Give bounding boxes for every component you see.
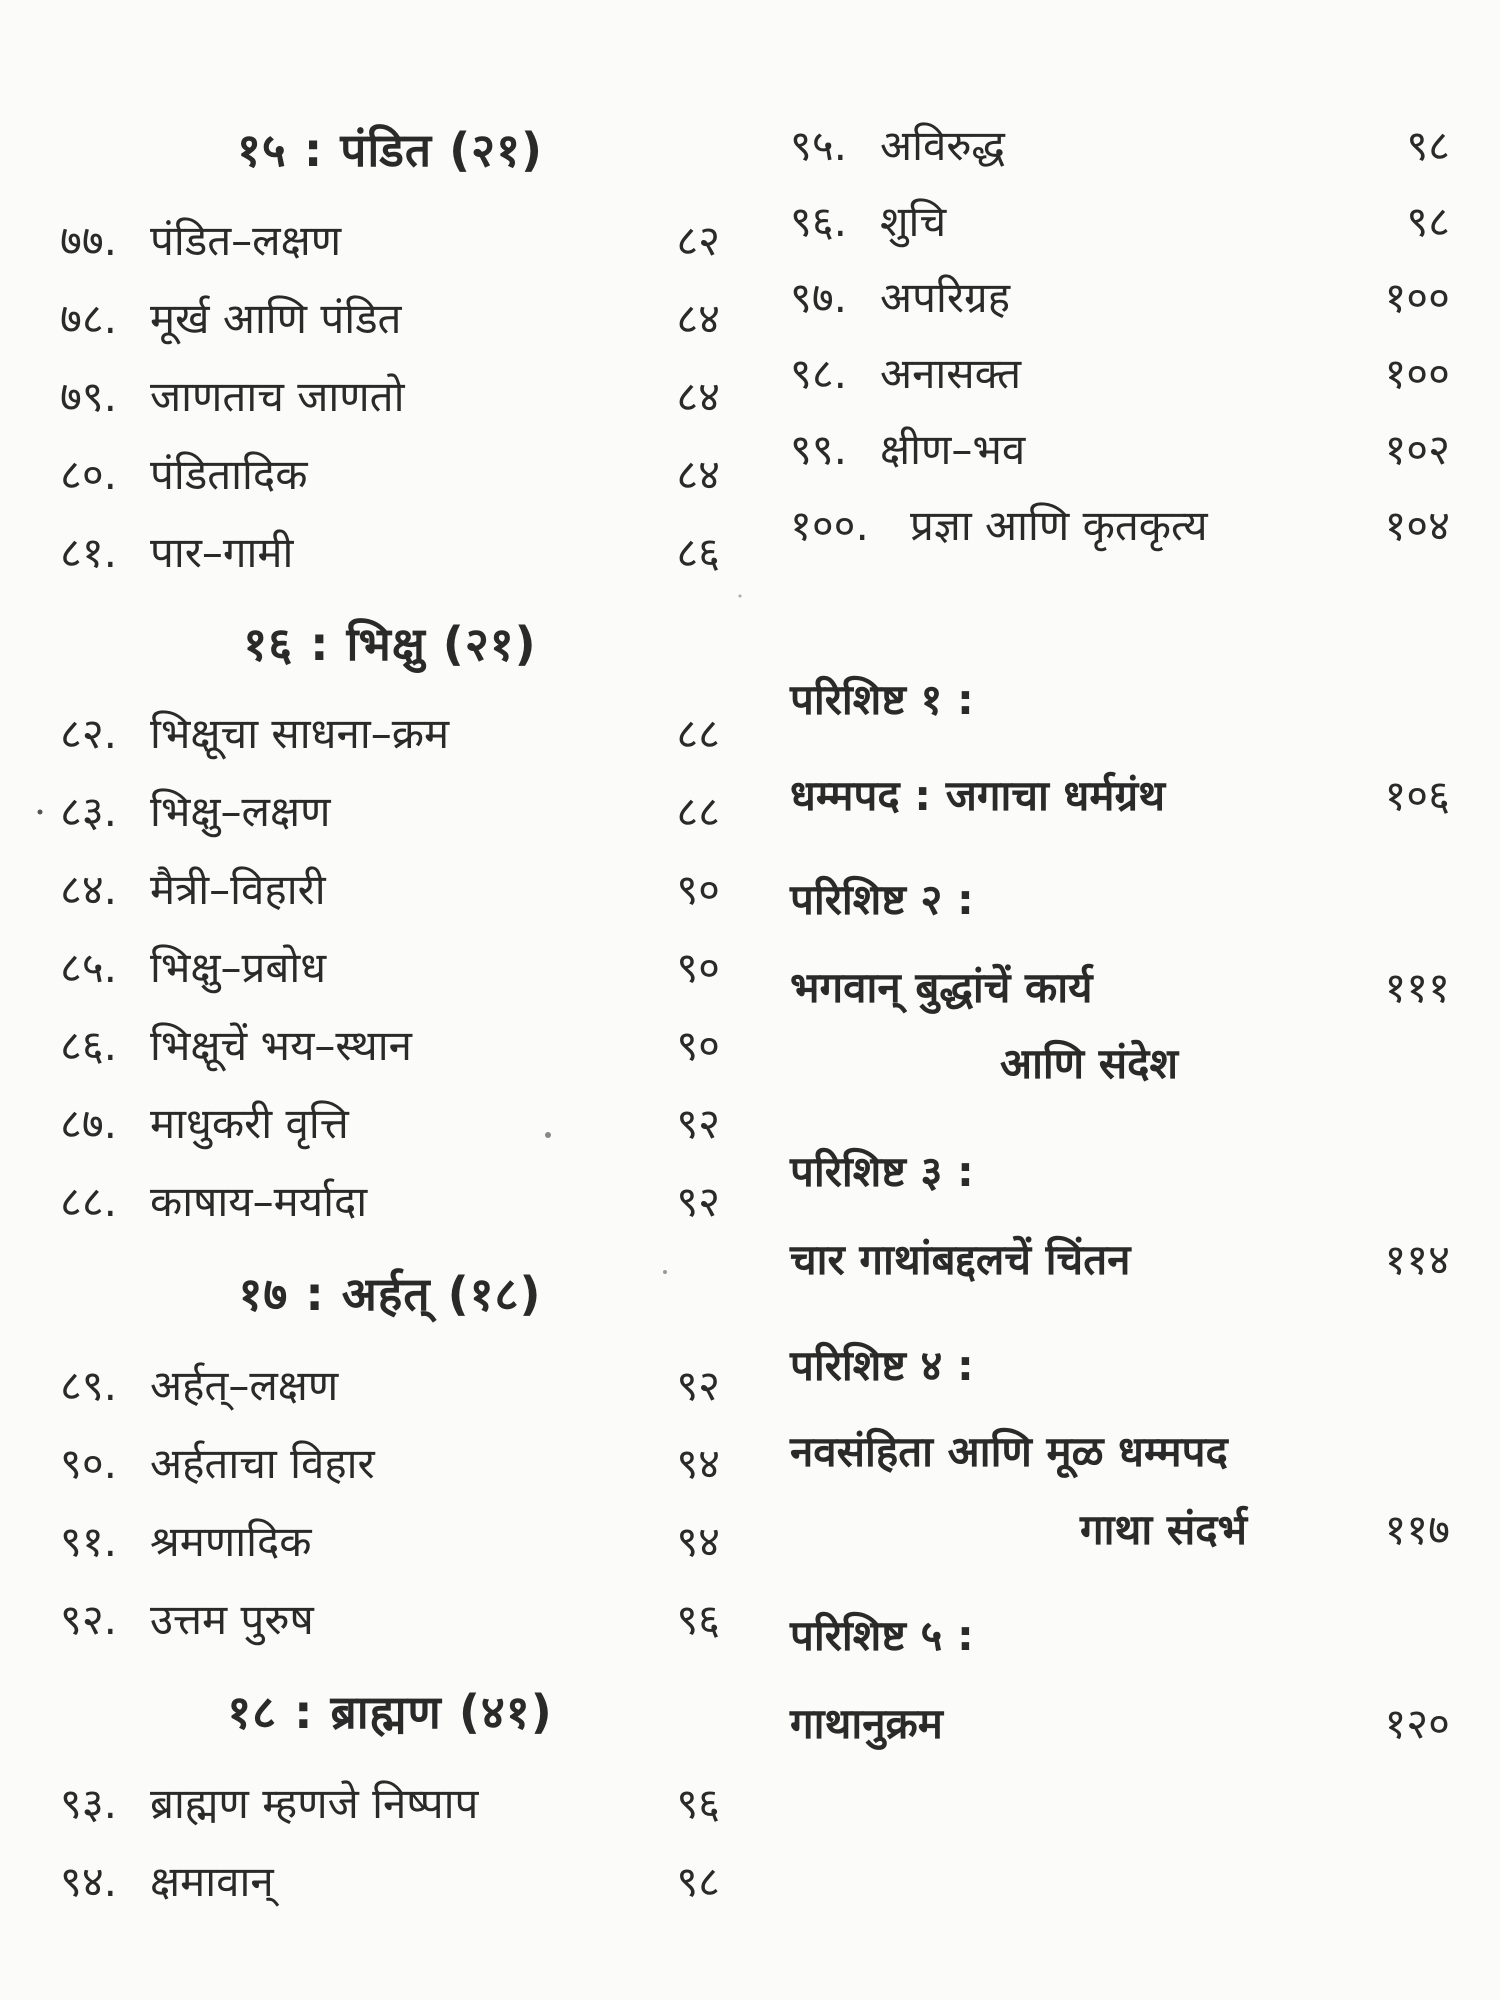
entry-title: भिक्षु–प्रबोध — [150, 943, 327, 992]
toc-entry — [60, 525, 720, 581]
entry-page-number: ९० — [676, 1021, 720, 1070]
entry-number: ९६. — [790, 197, 848, 246]
entry-number: ८७. — [60, 1099, 118, 1148]
entry-number: ८४. — [60, 865, 118, 914]
toc-entry — [60, 706, 720, 762]
appendix-entry — [790, 1502, 1450, 1558]
appendix-label: परिशिष्ट ३ : — [790, 1147, 974, 1196]
entry-title: प्रज्ञा आणि कृतकृत्य — [910, 501, 1208, 550]
entry-title: काषाय–मर्यादा — [150, 1177, 368, 1226]
entry-page-number: ९० — [676, 865, 720, 914]
toc-entry — [60, 1018, 720, 1074]
entry-number: ९३. — [60, 1779, 118, 1828]
toc-entry — [60, 1096, 720, 1152]
entry-page-number: ८२ — [676, 216, 720, 265]
entry-number: ९७. — [790, 273, 848, 322]
section-heading-17: १७ : अर्हत् (१८) — [238, 1267, 542, 1321]
entry-page-number: ९० — [676, 943, 720, 992]
entry-page-number: ८८ — [676, 709, 720, 758]
entry-title: मूर्ख आणि पंडित — [150, 294, 402, 343]
section-heading-16: १६ : भिक्षु (२१) — [243, 617, 537, 671]
entry-number: ९९. — [790, 425, 848, 474]
entry-page-number: १०४ — [1384, 501, 1450, 550]
entry-number: ८६. — [60, 1021, 118, 1070]
entry-title: अविरुद्ध — [880, 121, 1005, 170]
entry-title: भिक्षु–लक्षण — [150, 787, 331, 836]
entry-title: अपरिग्रह — [880, 273, 1010, 322]
entry-title: अर्हत्–लक्षण — [150, 1361, 339, 1410]
entry-number: १००. — [790, 501, 869, 550]
toc-entry — [60, 940, 720, 996]
entry-page-number: ९२ — [676, 1177, 720, 1226]
entry-page-number: ९६ — [676, 1779, 720, 1828]
toc-entry — [790, 270, 1450, 326]
entry-title: पंडितादिक — [150, 450, 308, 499]
appendix-label: परिशिष्ट ५ : — [790, 1611, 974, 1660]
appendix-title: गाथानुक्रम — [790, 1699, 943, 1748]
entry-page-number: ९८ — [1406, 197, 1450, 246]
entry-number: ९१. — [60, 1517, 118, 1566]
entry-page-number: ११७ — [1384, 1505, 1450, 1554]
toc-entry — [790, 346, 1450, 402]
entry-page-number: ८८ — [676, 787, 720, 836]
entry-number: ८३. — [60, 787, 118, 836]
toc-entry — [60, 291, 720, 347]
entry-page-number: १११ — [1384, 963, 1450, 1012]
appendix-entry — [790, 960, 1450, 1016]
section-heading-18: १८ : ब्राह्मण (४१) — [227, 1685, 553, 1739]
toc-entry — [60, 1174, 720, 1230]
entry-number: ९२. — [60, 1595, 118, 1644]
toc-entry — [60, 1776, 720, 1832]
appendix-entry — [790, 1696, 1450, 1752]
appendix-title-continuation: आणि संदेश — [1000, 1039, 1179, 1088]
entry-title: माधुकरी वृत्ति — [150, 1099, 349, 1148]
entry-page-number: ८४ — [676, 450, 720, 499]
entry-number: ९४. — [60, 1857, 118, 1906]
toc-entry — [790, 194, 1450, 250]
entry-page-number: ९८ — [676, 1857, 720, 1906]
appendix-title: चार गाथांबद्दलचें चिंतन — [790, 1235, 1131, 1284]
entry-number: ८२. — [60, 709, 118, 758]
entry-page-number: ८६ — [676, 528, 720, 577]
entry-title: पार–गामी — [150, 528, 294, 577]
appendix-title: धम्मपद : जगाचा धर्मग्रंथ — [790, 771, 1166, 820]
entry-title: मैत्री–विहारी — [150, 865, 326, 914]
entry-title: क्षमावान् — [150, 1857, 274, 1906]
entry-page-number: ८४ — [676, 294, 720, 343]
entry-title: भिक्षूचें भय–स्थान — [150, 1021, 412, 1070]
entry-page-number: ९४ — [676, 1517, 720, 1566]
toc-entry — [60, 1514, 720, 1570]
entry-number: ८१. — [60, 528, 118, 577]
toc-entry — [60, 784, 720, 840]
entry-number: ८०. — [60, 450, 118, 499]
section-heading-15: १५ : पंडित (२१) — [236, 123, 544, 177]
entry-page-number: १०० — [1384, 273, 1450, 322]
toc-entry — [60, 447, 720, 503]
entry-title: ब्राह्मण म्हणजे निष्पाप — [150, 1779, 479, 1828]
entry-title: अर्हताचा विहार — [150, 1439, 375, 1488]
toc-entry — [60, 1854, 720, 1910]
entry-title: शुचि — [880, 197, 947, 246]
entry-page-number: ९८ — [1406, 121, 1450, 170]
entry-number: ७९. — [60, 372, 118, 421]
entry-number: ८५. — [60, 943, 118, 992]
appendix-entry — [790, 1424, 1450, 1480]
entry-page-number: ९२ — [676, 1361, 720, 1410]
entry-page-number: १०६ — [1384, 771, 1450, 820]
appendix-entry — [790, 768, 1450, 824]
appendix-label: परिशिष्ट २ : — [790, 875, 974, 924]
toc-entry — [790, 498, 1450, 554]
entry-title: जाणताच जाणतो — [150, 372, 405, 421]
appendix-entry — [790, 1232, 1450, 1288]
appendix-title: नवसंहिता आणि मूळ धम्मपद — [790, 1427, 1228, 1476]
entry-page-number: ९२ — [676, 1099, 720, 1148]
entry-title: उत्तम पुरुष — [150, 1595, 314, 1644]
toc-entry — [790, 422, 1450, 478]
toc-entry — [60, 1592, 720, 1648]
entry-number: ७७. — [60, 216, 118, 265]
entry-number: ९५. — [790, 121, 848, 170]
entry-title: पंडित–लक्षण — [150, 216, 342, 265]
entry-number: ८९. — [60, 1361, 118, 1410]
toc-entry — [60, 1436, 720, 1492]
entry-number: ८८. — [60, 1177, 118, 1226]
toc-entry — [60, 369, 720, 425]
toc-entry — [60, 1358, 720, 1414]
entry-page-number: १२० — [1384, 1699, 1450, 1748]
toc-entry — [60, 862, 720, 918]
appendix-title-continuation: गाथा संदर्भ — [1080, 1505, 1248, 1554]
entry-title: अनासक्त — [880, 349, 1022, 398]
appendix-title: भगवान् बुद्धांचें कार्य — [790, 963, 1093, 1012]
appendix-label: परिशिष्ट १ : — [790, 675, 974, 724]
entry-page-number: ११४ — [1384, 1235, 1450, 1284]
appendix-label: परिशिष्ट ४ : — [790, 1341, 974, 1390]
toc-entry — [790, 118, 1450, 174]
entry-number: ७८. — [60, 294, 118, 343]
entry-page-number: ९६ — [676, 1595, 720, 1644]
entry-number: ९८. — [790, 349, 848, 398]
entry-title: क्षीण–भव — [880, 425, 1026, 474]
entry-page-number: १०२ — [1384, 425, 1450, 474]
entry-title: श्रमणादिक — [150, 1517, 312, 1566]
entry-number: ९०. — [60, 1439, 118, 1488]
toc-entry — [60, 213, 720, 269]
entry-title: भिक्षूचा साधना–क्रम — [150, 709, 450, 758]
entry-page-number: ९४ — [676, 1439, 720, 1488]
entry-page-number: १०० — [1384, 349, 1450, 398]
entry-page-number: ८४ — [676, 372, 720, 421]
